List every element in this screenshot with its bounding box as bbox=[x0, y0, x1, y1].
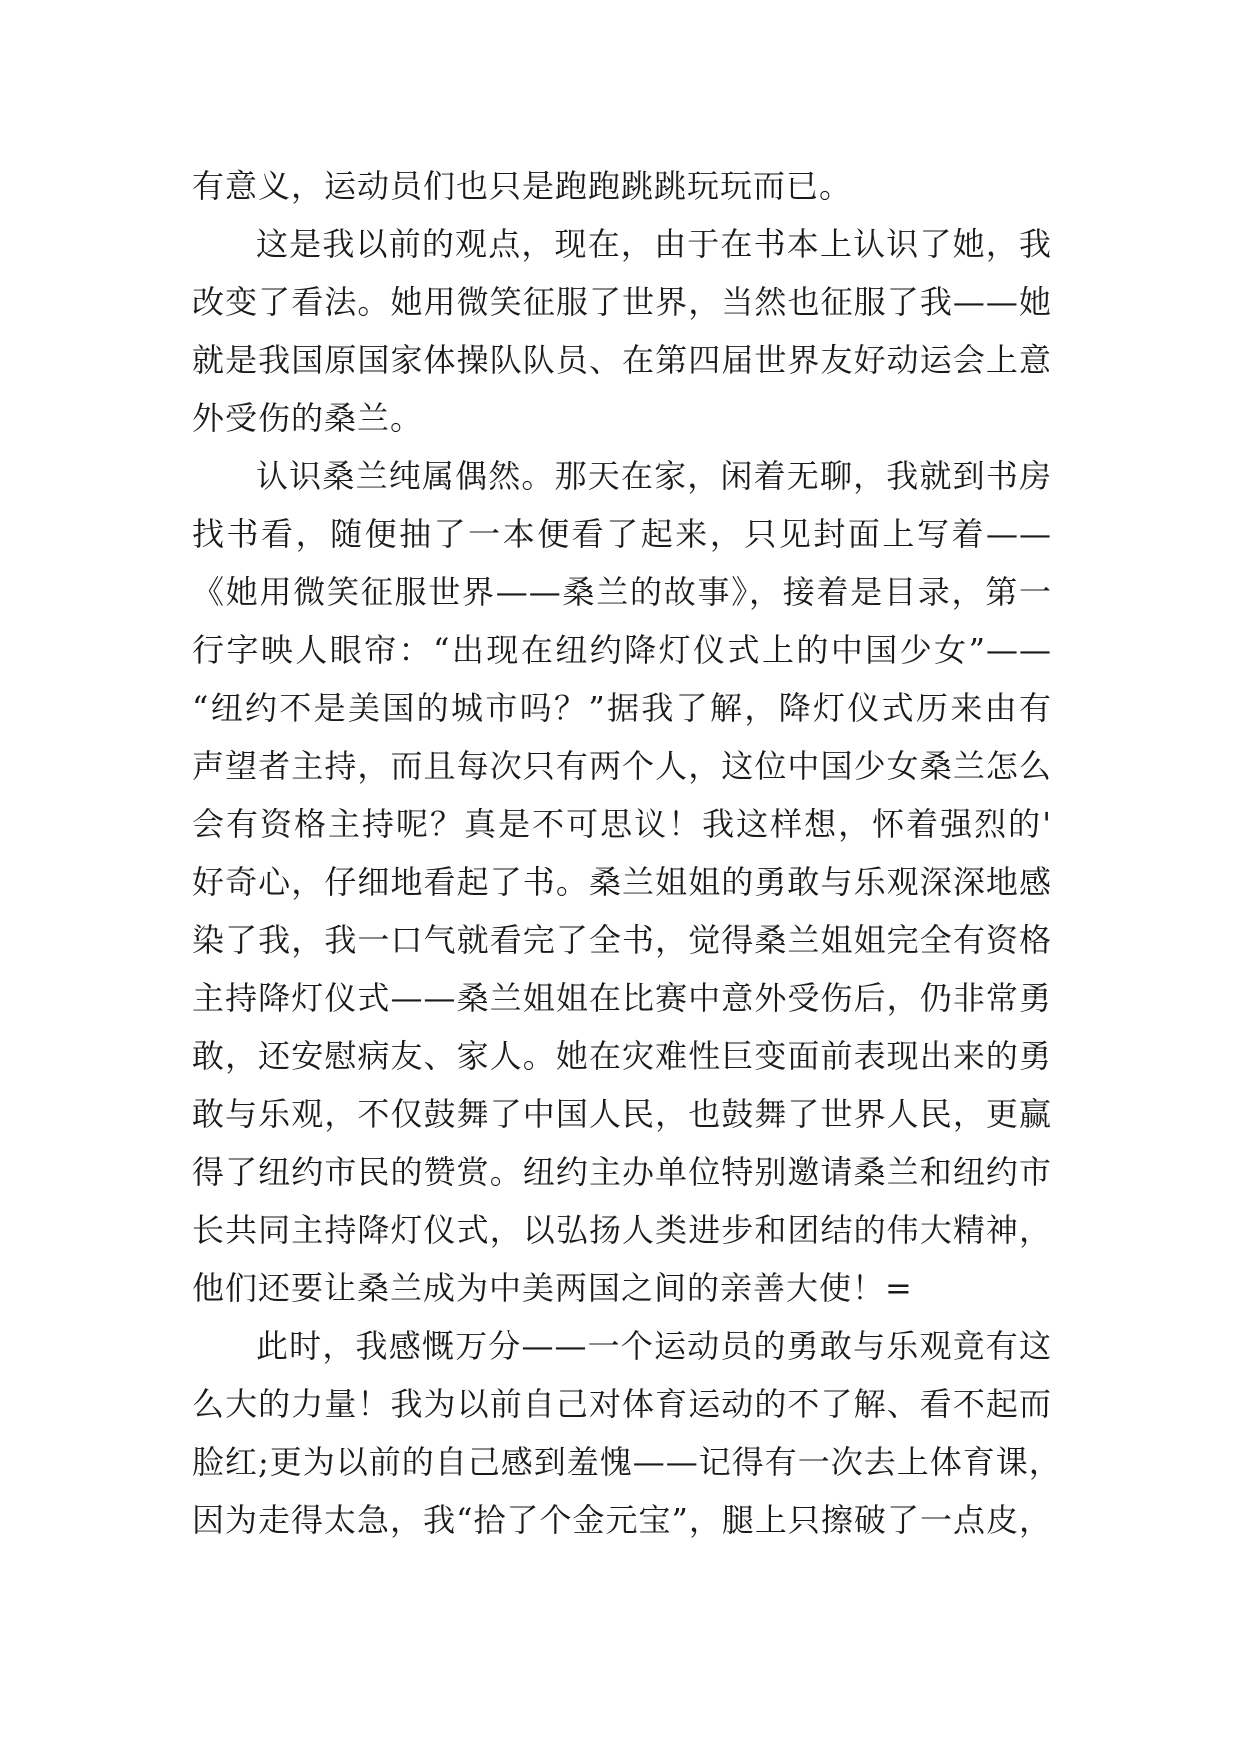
text-line: 此时，我感慨万分——一个运动员的勇敢与乐观竟有这 bbox=[256, 1327, 1052, 1365]
text-line: 好奇心，仔细地看起了书。桑兰姐姐的勇敢与乐观深深地感 bbox=[192, 863, 1052, 901]
text-line: 敢与乐观，不仅鼓舞了中国人民，也鼓舞了世界人民，更赢 bbox=[192, 1095, 1052, 1133]
text-line: 找书看，随便抽了一本便看了起来，只见封面上写着—— bbox=[192, 515, 1052, 553]
text-line: 主持降灯仪式——桑兰姐姐在比赛中意外受伤后，仍非常勇 bbox=[192, 979, 1052, 1017]
text-line: 就是我国原国家体操队队员、在第四届世界友好动运会上意 bbox=[192, 341, 1052, 379]
text-line: 改变了看法。她用微笑征服了世界，当然也征服了我——她 bbox=[192, 283, 1052, 321]
text-line: 他们还要让桑兰成为中美两国之间的亲善大使！= bbox=[192, 1269, 913, 1307]
text-line: 么大的力量！我为以前自己对体育运动的不了解、看不起而 bbox=[192, 1385, 1052, 1423]
text-line: 长共同主持降灯仪式，以弘扬人类进步和团结的伟大精神， bbox=[192, 1211, 1052, 1249]
text-line: 外受伤的桑兰。 bbox=[192, 399, 424, 437]
text-line: 得了纽约市民的赞赏。纽约主办单位特别邀请桑兰和纽约市 bbox=[192, 1153, 1052, 1191]
text-line: 有意义，运动员们也只是跑跑跳跳玩玩而已。 bbox=[192, 167, 853, 205]
text-line: 敢，还安慰病友、家人。她在灾难性巨变面前表现出来的勇 bbox=[192, 1037, 1052, 1075]
text-line: 行字映人眼帘：“出现在纽约降灯仪式上的中国少女”—— bbox=[192, 631, 1052, 669]
text-line: 会有资格主持呢？真是不可思议！我这样想，怀着强烈的' bbox=[192, 805, 1052, 843]
text-line: 《她用微笑征服世界——桑兰的故事》，接着是目录，第一 bbox=[192, 573, 1052, 611]
text-line: 因为走得太急，我“拾了个金元宝”，腿上只擦破了一点皮， bbox=[192, 1501, 1052, 1539]
essay-body bbox=[192, 157, 1062, 1549]
text-line: 认识桑兰纯属偶然。那天在家，闲着无聊，我就到书房 bbox=[256, 457, 1052, 495]
text-line: 染了我，我一口气就看完了全书，觉得桑兰姐姐完全有资格 bbox=[192, 921, 1052, 959]
text-line: 声望者主持，而且每次只有两个人，这位中国少女桑兰怎么 bbox=[192, 747, 1052, 785]
text-line: 这是我以前的观点，现在，由于在书本上认识了她，我 bbox=[256, 225, 1052, 263]
text-line: 脸红;更为以前的自己感到羞愧——记得有一次去上体育课， bbox=[192, 1443, 1062, 1481]
text-line: “纽约不是美国的城市吗？”据我了解，降灯仪式历来由有 bbox=[192, 689, 1052, 727]
